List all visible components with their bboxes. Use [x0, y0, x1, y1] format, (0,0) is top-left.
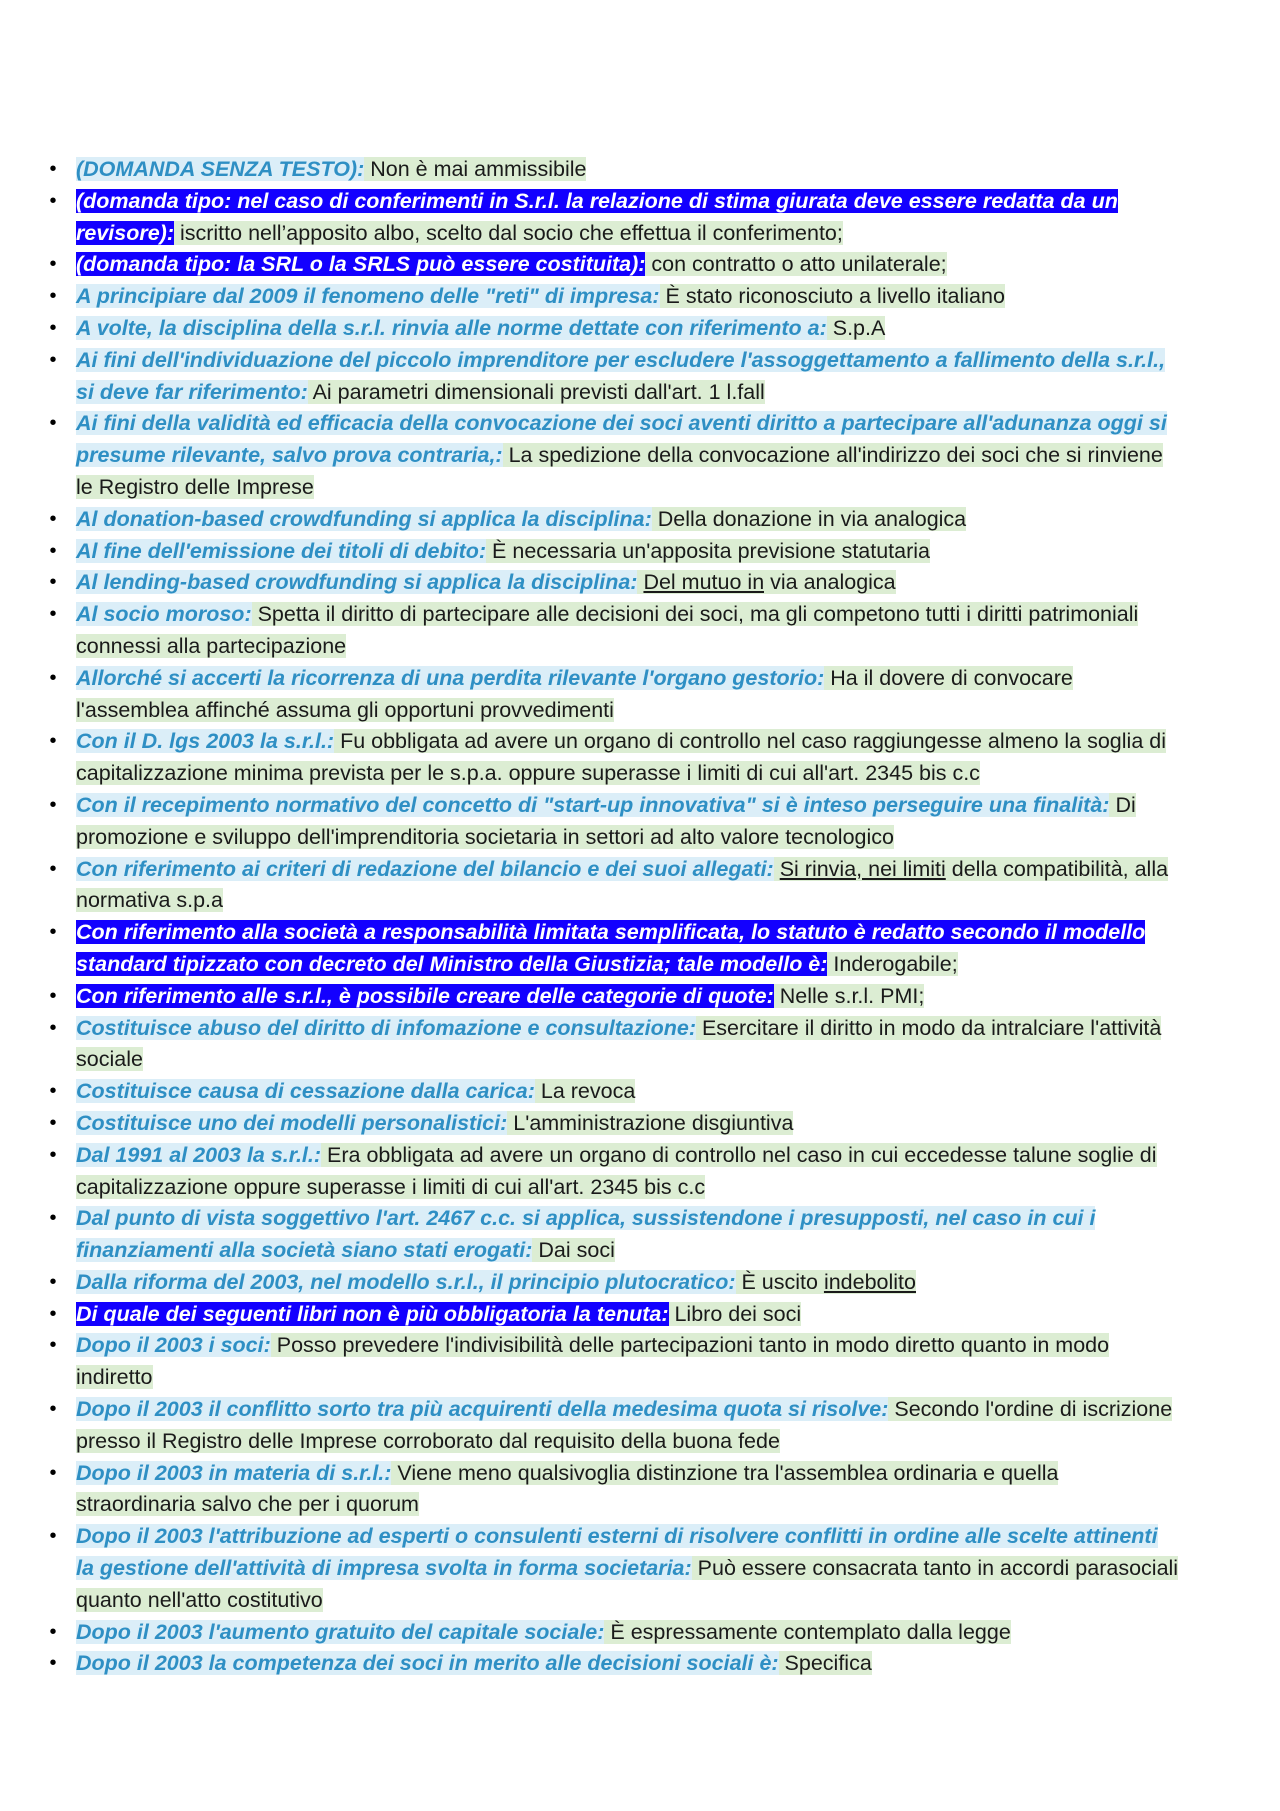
bullet-icon: •	[49, 1143, 57, 1166]
bullet-icon: •	[49, 921, 57, 944]
answer-underlined-text: Del mutuo in	[643, 570, 765, 595]
question-text: (domanda tipo: nel caso di conferimenti in S.r.l. la relazione di stima giurata deve essere redatta da un revisore):	[76, 188, 1118, 245]
list-item	[44, 1521, 1180, 1616]
answer-text: Può essere consacrata tanto in accordi parasociali quanto nell'atto costitutivo	[76, 1556, 1179, 1612]
bullet-icon: •	[49, 571, 57, 594]
answer-underlined-text: indebolito	[823, 1269, 916, 1294]
bullet-icon: •	[49, 1302, 57, 1325]
list-item	[44, 599, 1180, 663]
question-text: Al socio moroso:	[76, 602, 252, 627]
answer-text: Specifica	[778, 1651, 872, 1676]
answer-text: con contratto o atto unilaterale;	[645, 252, 947, 277]
answer-text: S.p.A	[826, 315, 886, 340]
question-text: A volte, la disciplina della s.r.l. rinvia alle norme dettate con riferimento a:	[76, 315, 827, 340]
answer-text-continued: della compatibilità, alla normativa s.p.a	[76, 856, 1169, 913]
list-item	[44, 567, 1180, 599]
question-text: Dopo il 2003 l'aumento gratuito del capitale sociale:	[76, 1619, 605, 1644]
bullet-icon: •	[49, 1620, 57, 1643]
bullet-icon: •	[49, 507, 57, 530]
question-text: Al lending-based crowdfunding si applica la disciplina:	[76, 570, 638, 595]
question-text: Dal 1991 al 2003 la s.r.l.:	[76, 1142, 322, 1167]
answer-underlined-text: Si rinvia, nei limiti	[779, 856, 946, 881]
list-item	[44, 1076, 1180, 1108]
list-item	[44, 154, 1180, 186]
list-item	[44, 313, 1180, 345]
bullet-icon: •	[49, 539, 57, 562]
answer-text	[774, 857, 780, 881]
question-text: Ai fini della validità ed efficacia della convocazione dei soci aventi diritto a partecipare all'adunanza oggi si presume rilevante, salvo prova contraria,:	[76, 411, 1167, 468]
bullet-icon: •	[49, 1334, 57, 1357]
list-item	[44, 663, 1180, 727]
question-text: Costituisce uno dei modelli personalistici:	[76, 1110, 508, 1135]
bullet-icon: •	[49, 1652, 57, 1675]
bullet-icon: •	[49, 1080, 57, 1103]
list-item	[44, 249, 1180, 281]
question-text: A principiare dal 2009 il fenomeno delle "reti" di impresa:	[76, 284, 660, 309]
answer-text: Dai soci	[532, 1238, 615, 1263]
answer-text: Nelle s.r.l. PMI;	[773, 983, 925, 1008]
list-item	[44, 790, 1180, 854]
list-item	[44, 981, 1180, 1013]
answer-text: È espressamente contemplato dalla legge	[604, 1619, 1011, 1644]
bullet-icon: •	[49, 412, 57, 435]
list-item	[44, 1013, 1180, 1077]
list-item	[44, 1299, 1180, 1331]
bullet-icon: •	[49, 730, 57, 753]
bullet-icon: •	[49, 253, 57, 276]
answer-text: Di promozione e sviluppo dell'imprenditoria societaria in settori ad alto valore tecnologico	[76, 792, 1136, 849]
bullet-icon: •	[49, 316, 57, 339]
answer-text: iscritto nell’apposito albo, scelto dal socio che effettua il conferimento;	[174, 220, 843, 245]
answer-text: Fu obbligata ad avere un organo di controllo nel caso raggiungesse almeno la soglia di capitalizzazione minima prevista per le s.p.a. oppure superasse i limiti di cui all'art. 2345 bis c.c	[76, 729, 1166, 786]
question-text: Ai fini dell'individuazione del piccolo imprenditore per escludere l'assoggettamento a fallimento della s.r.l., si deve far riferimento:	[76, 347, 1166, 404]
answer-text: Della donazione in via analogica	[651, 506, 967, 531]
question-text: Con riferimento alla società a responsabilità limitata semplificata, lo statuto è redatto secondo il modello standard tipizzato con decreto del Ministro della Giustizia; tale modello è:	[76, 920, 1146, 976]
answer-text: Ha il dovere di convocare l'assemblea affinché assuma gli opportuni provvedimenti	[76, 665, 1073, 722]
answer-text: La revoca	[534, 1079, 636, 1104]
list-item	[44, 281, 1180, 313]
list-item	[44, 1617, 1180, 1649]
question-text: Di quale dei seguenti libri non è più obbligatoria la tenuta:	[76, 1301, 669, 1326]
list-item	[44, 536, 1180, 568]
answer-text: Era obbligata ad avere un organo di controllo nel caso in cui eccedesse talune soglie di capitalizzazione oppure superasse i limiti di cui all'art. 2345 bis c.c	[76, 1142, 1157, 1199]
question-text: Con riferimento alle s.r.l., è possibile creare delle categorie di quote:	[76, 983, 774, 1008]
answer-text: Ai parametri dimensionali previsti dall'art. 1 l.fall	[307, 379, 765, 404]
answer-text: È necessaria un'apposita previsione statutaria	[486, 538, 930, 563]
bullet-icon: •	[49, 348, 57, 371]
answer-text-continued: via analogica	[764, 570, 896, 595]
list-item	[44, 1267, 1180, 1299]
question-text: Dalla riforma del 2003, nel modello s.r.l., il principio plutocratico:	[76, 1269, 736, 1294]
bullet-icon: •	[49, 1016, 57, 1039]
question-text: Costituisce abuso del diritto di infomazione e consultazione:	[76, 1015, 696, 1040]
list-item	[44, 1394, 1180, 1458]
answer-text: Esercitare il diritto in modo da intralciare l'attività sociale	[76, 1015, 1162, 1072]
bullet-icon: •	[49, 1207, 57, 1230]
bullet-icon: •	[49, 285, 57, 308]
answer-text: Libro dei soci	[668, 1301, 802, 1326]
bullet-icon: •	[49, 1398, 57, 1421]
question-text: Dopo il 2003 in materia di s.r.l.:	[76, 1460, 392, 1485]
bullet-icon: •	[49, 189, 57, 212]
bullet-icon: •	[49, 1461, 57, 1484]
bullet-icon: •	[49, 603, 57, 626]
question-text: Costituisce causa di cessazione dalla carica:	[76, 1079, 535, 1104]
qa-list	[44, 154, 1180, 1680]
bullet-icon: •	[49, 666, 57, 689]
list-item	[44, 1330, 1180, 1394]
question-text: Con riferimento ai criteri di redazione del bilancio e dei suoi allegati:	[76, 856, 774, 881]
list-item	[44, 726, 1180, 790]
list-item	[44, 408, 1180, 503]
list-item	[44, 1140, 1180, 1204]
question-text: (domanda tipo: la SRL o la SRLS può essere costituita):	[76, 252, 646, 277]
answer-text: Secondo l'ordine di iscrizione presso il Registro delle Imprese corroborato dal requisito della buona fede	[76, 1397, 1173, 1453]
answer-text: L'amministrazione disgiuntiva	[507, 1110, 794, 1135]
answer-text: Viene meno qualsivoglia distinzione tra l'assemblea ordinaria e quella straordinaria salvo che per i quorum	[76, 1460, 1059, 1517]
bullet-icon: •	[49, 158, 57, 180]
list-item	[44, 1108, 1180, 1140]
list-item	[44, 186, 1180, 250]
answer-text: La spedizione della convocazione all'indirizzo dei soci che si rinviene le Registro delle Imprese	[76, 443, 1163, 499]
list-item	[44, 917, 1180, 981]
question-text: Dopo il 2003 l'attribuzione ad esperti o consulenti esterni di risolvere conflitti in ordine alle scelte attinenti la gestione dell'attività di impresa svolta in forma societaria:	[76, 1524, 1158, 1581]
list-item	[44, 1458, 1180, 1522]
bullet-icon: •	[49, 1111, 57, 1134]
question-text: Dopo il 2003 i soci:	[76, 1333, 271, 1358]
list-item	[44, 854, 1180, 918]
question-text: Dopo il 2003 la competenza dei soci in merito alle decisioni sociali è:	[76, 1651, 779, 1676]
list-item	[44, 1648, 1180, 1680]
bullet-icon: •	[49, 1270, 57, 1293]
bullet-icon: •	[49, 793, 57, 816]
answer-text: Posso prevedere l'indivisibilità delle partecipazioni tanto in modo diretto quanto in modo indiretto	[76, 1333, 1110, 1390]
question-text: Dopo il 2003 il conflitto sorto tra più acquirenti della medesima quota si risolve:	[76, 1397, 889, 1422]
answer-text: Non è mai ammissibile	[364, 157, 587, 181]
answer-text: È uscito	[735, 1269, 824, 1294]
bullet-icon: •	[49, 1525, 57, 1548]
question-text: Al fine dell'emissione dei titoli di debito:	[76, 538, 487, 563]
question-text: Con il recepimento normativo del concetto di "start-up innovativa" si è inteso perseguire una finalità:	[76, 792, 1110, 817]
list-item	[44, 345, 1180, 409]
question-text: Al donation-based crowdfunding si applica la disciplina:	[76, 506, 652, 531]
list-item	[44, 1203, 1180, 1267]
question-text: Dal punto di vista soggettivo l'art. 2467 c.c. si applica, sussistendone i presupposti, nel caso in cui i finanziamenti alla società siano stati erogati:	[76, 1206, 1096, 1263]
bullet-icon: •	[49, 984, 57, 1007]
question-text: (DOMANDA SENZA TESTO):	[76, 157, 365, 181]
answer-text: Spetta il diritto di partecipare alle decisioni dei soci, ma gli competono tutti i diritti patrimoniali connessi alla partecipazione	[76, 602, 1139, 658]
question-text: Con il D. lgs 2003 la s.r.l.:	[76, 729, 335, 754]
bullet-icon: •	[49, 857, 57, 880]
answer-text: È stato riconosciuto a livello italiano	[659, 284, 1005, 309]
list-item	[44, 504, 1180, 536]
answer-text: Inderogabile;	[827, 951, 958, 976]
question-text: Allorché si accerti la ricorrenza di una perdita rilevante l'organo gestorio:	[76, 665, 825, 690]
